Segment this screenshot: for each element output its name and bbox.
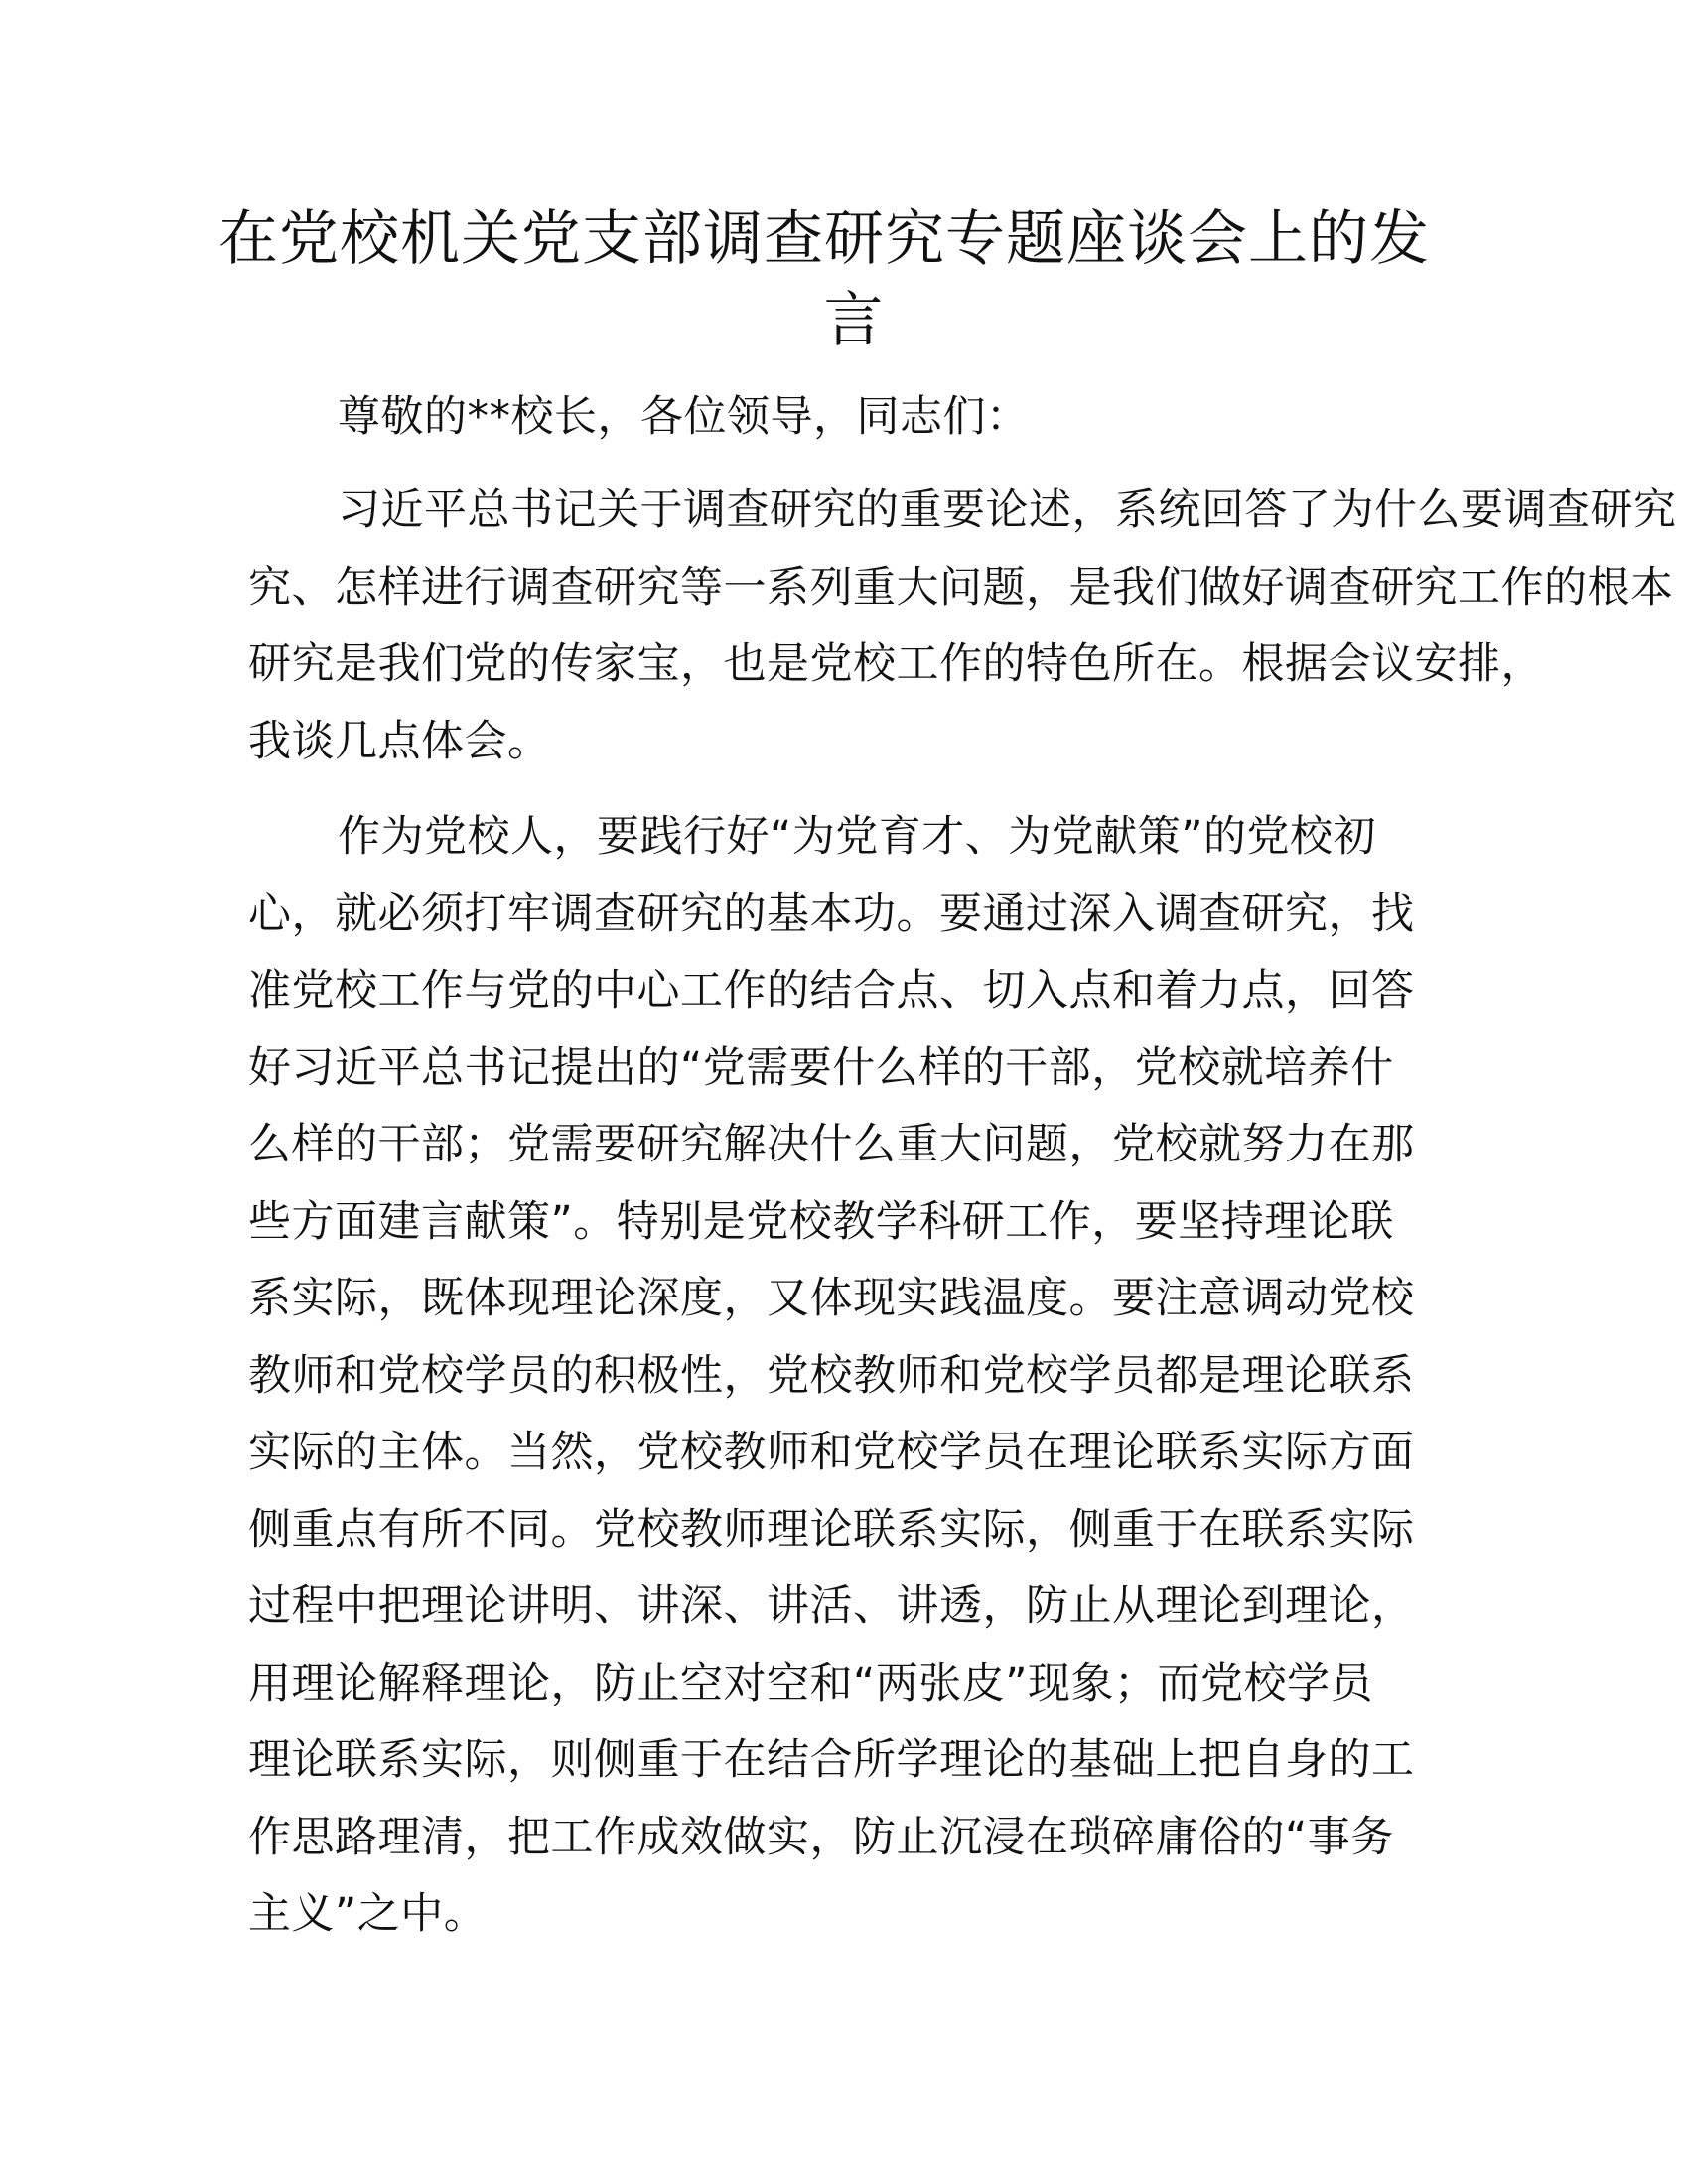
- salutation: 尊敬的**校长，各位领导，同志们：: [338, 392, 1030, 442]
- paragraph-2-line-9: 实际的主体。当然，党校教师和党校学员在理论联系实际方面: [248, 1428, 1415, 1477]
- paragraph-2-line-13: 理论联系实际，则侧重于在结合所学理论的基础上把自身的工: [248, 1735, 1415, 1785]
- paragraph-2-line-7: 系实际，既体现理论深度，又体现实践温度。要注意调动党校: [248, 1274, 1415, 1323]
- paragraph-2-line-3: 准党校工作与党的中心工作的结合点、切入点和着力点，回答: [248, 966, 1415, 1016]
- document-title-line-1: 在党校机关党支部调查研究专题座谈会上的发: [218, 205, 1430, 274]
- document-title-line-2: 言: [823, 286, 885, 355]
- paragraph-2-line-12: 用理论解释理论，防止空对空和“两张皮”现象；而党校学员: [248, 1659, 1374, 1708]
- paragraph-2-line-10: 侧重点有所不同。党校教师理论联系实际，侧重于在联系实际: [248, 1505, 1415, 1555]
- paragraph-2-line-15: 主义”之中。: [248, 1889, 488, 1939]
- paragraph-2-line-11: 过程中把理论讲明、讲深、讲活、讲透，防止从理论到理论，: [248, 1581, 1415, 1631]
- paragraph-2-line-2: 心，就必须打牢调查研究的基本功。要通过深入调查研究，找: [248, 889, 1415, 939]
- paragraph-1-line-2: 究、怎样进行调查研究等一系列重大问题，是我们做好调查研究工作的根本: [248, 563, 1674, 613]
- paragraph-2-line-4: 好习近平总书记提出的“党需要什么样的干部，党校就培养什: [248, 1043, 1394, 1093]
- paragraph-1-line-3: 研究是我们党的传家宝，也是党校工作的特色所在。根据会议安排，: [248, 639, 1544, 689]
- paragraph-2-line-14: 作思路理清，把工作成效做实，防止沉浸在琐碎庸俗的“事务: [248, 1813, 1394, 1862]
- paragraph-2-line-8: 教师和党校学员的积极性，党校教师和党校学员都是理论联系: [248, 1351, 1415, 1401]
- paragraph-1-line-4: 我谈几点体会。: [248, 717, 551, 766]
- paragraph-2-line-5: 么样的干部；党需要研究解决什么重大问题，党校就努力在那: [248, 1120, 1415, 1169]
- paragraph-1-line-1: 习近平总书记关于调查研究的重要论述，系统回答了为什么要调查研究: [338, 485, 1677, 535]
- paragraph-2-line-1: 作为党校人，要践行好“为党育才、为党献策”的党校初: [338, 812, 1377, 862]
- paragraph-2-line-6: 些方面建言献策”。特别是党校教学科研工作，要坚持理论联: [248, 1197, 1394, 1247]
